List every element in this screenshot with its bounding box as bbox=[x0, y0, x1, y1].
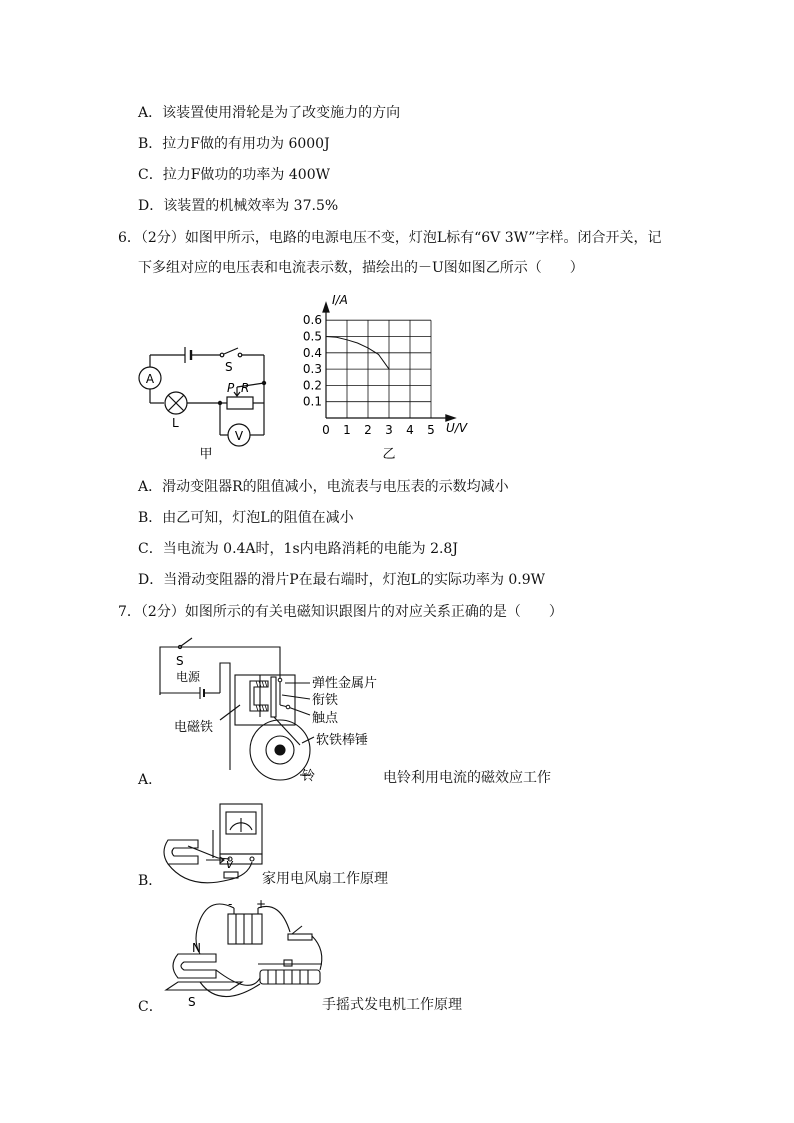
switch-label: S bbox=[225, 360, 233, 374]
circuit-caption: 甲 bbox=[199, 447, 213, 462]
y-tick-label: 0.4 bbox=[302, 345, 322, 360]
q5-option-a: A．该装置使用滑轮是为了改变施力的方向 bbox=[138, 105, 401, 121]
fig-c-north-label: N bbox=[192, 941, 201, 955]
q7-option-a-text: 电铃利用电流的磁效应工作 bbox=[383, 770, 551, 786]
lamp-label: L bbox=[172, 416, 179, 430]
y-tick-label: 0.3 bbox=[302, 362, 322, 377]
fig-a-bell-label: 铃 bbox=[302, 769, 316, 784]
q5-option-c: C．拉力F做功的功率为 400W bbox=[138, 167, 330, 183]
fig-a-power-label: 电源 bbox=[176, 670, 201, 684]
q6-option-c: C．当电流为 0.4A时，1s内电路消耗的电能为 2.8J bbox=[138, 541, 458, 557]
q6-stem-line1: 6．（2分）如图甲所示，电路的电源电压不变，灯泡L标有“6V 3W”字样。闭合开关，记 bbox=[118, 230, 662, 246]
q6-circuit-diagram bbox=[130, 335, 280, 465]
x-axis-label: U/V bbox=[446, 421, 468, 435]
voltmeter-label: V bbox=[234, 429, 244, 443]
q6-option-b: B．由乙可知，灯泡L的阻值在减小 bbox=[138, 510, 354, 526]
q6-option-d: D．当滑动变阻器的滑片P在最右端时，灯泡L的实际功率为 0.9W bbox=[138, 572, 546, 588]
x-tick-label: 1 bbox=[343, 423, 351, 437]
fig-c-minus-label: - bbox=[228, 900, 233, 911]
q7-option-c-text: 手摇式发电机工作原理 bbox=[322, 997, 462, 1013]
rheostat-label: R bbox=[241, 381, 250, 395]
q7-stem: 7．（2分）如图所示的有关电磁知识跟图片的对应关系正确的是（ ） bbox=[118, 604, 563, 620]
fig-a-contact-label: 触点 bbox=[312, 711, 339, 726]
q6-option-a: A．滑动变阻器R的阻值减小，电流表与电压表的示数均减小 bbox=[138, 479, 509, 495]
fig-a-hammer-label: 软铁棒锤 bbox=[316, 733, 369, 748]
y-axis-arrow bbox=[323, 303, 329, 312]
x-tick-label: 5 bbox=[427, 423, 435, 437]
fig-a-switch-label: S bbox=[176, 654, 184, 668]
x-tick-label: 2 bbox=[364, 423, 372, 437]
x-tick-label: 4 bbox=[406, 423, 414, 437]
y-axis-label: I/A bbox=[332, 293, 348, 307]
q6-iu-graph bbox=[296, 290, 476, 465]
q5-option-d: D．该装置的机械效率为 37.5% bbox=[138, 198, 339, 214]
q5-option-b: B．拉力F做的有用功为 6000J bbox=[138, 136, 330, 152]
fig-c-plus-label: + bbox=[256, 900, 267, 911]
q7-option-b-letter: B． bbox=[138, 873, 163, 889]
x-tick-label: 3 bbox=[385, 423, 393, 437]
q6-stem-line2: 下多组对应的电压表和电流表示数，描绘出的－U图如图乙所示（ ） bbox=[138, 260, 584, 276]
fig-a-magnet-label: 电磁铁 bbox=[174, 720, 214, 735]
ammeter-label: A bbox=[145, 372, 155, 386]
q7-fig-a-electric-bell bbox=[150, 635, 400, 785]
fig-a-spring-label: 弹性金属片 bbox=[312, 676, 378, 691]
q7-fig-b-induction bbox=[158, 800, 268, 890]
q7-fig-c-motor-setup bbox=[160, 900, 330, 1015]
fig-a-armature-label: 衔铁 bbox=[312, 693, 339, 708]
y-tick-label: 0.1 bbox=[302, 394, 322, 409]
slider-label: P bbox=[227, 381, 235, 395]
y-tick-label: 0.6 bbox=[302, 313, 322, 328]
fig-c-south-label: S bbox=[188, 995, 196, 1009]
graph-caption: 乙 bbox=[382, 447, 396, 462]
x-tick-label: 0 bbox=[322, 423, 330, 437]
fig-b-velocity-label: v bbox=[226, 857, 234, 871]
y-tick-label: 0.2 bbox=[302, 378, 322, 393]
q7-option-a-letter: A． bbox=[138, 772, 163, 788]
q7-option-b-text: 家用电风扇工作原理 bbox=[262, 871, 388, 887]
y-tick-label: 0.5 bbox=[302, 329, 322, 344]
q7-option-c-letter: C． bbox=[138, 999, 163, 1015]
